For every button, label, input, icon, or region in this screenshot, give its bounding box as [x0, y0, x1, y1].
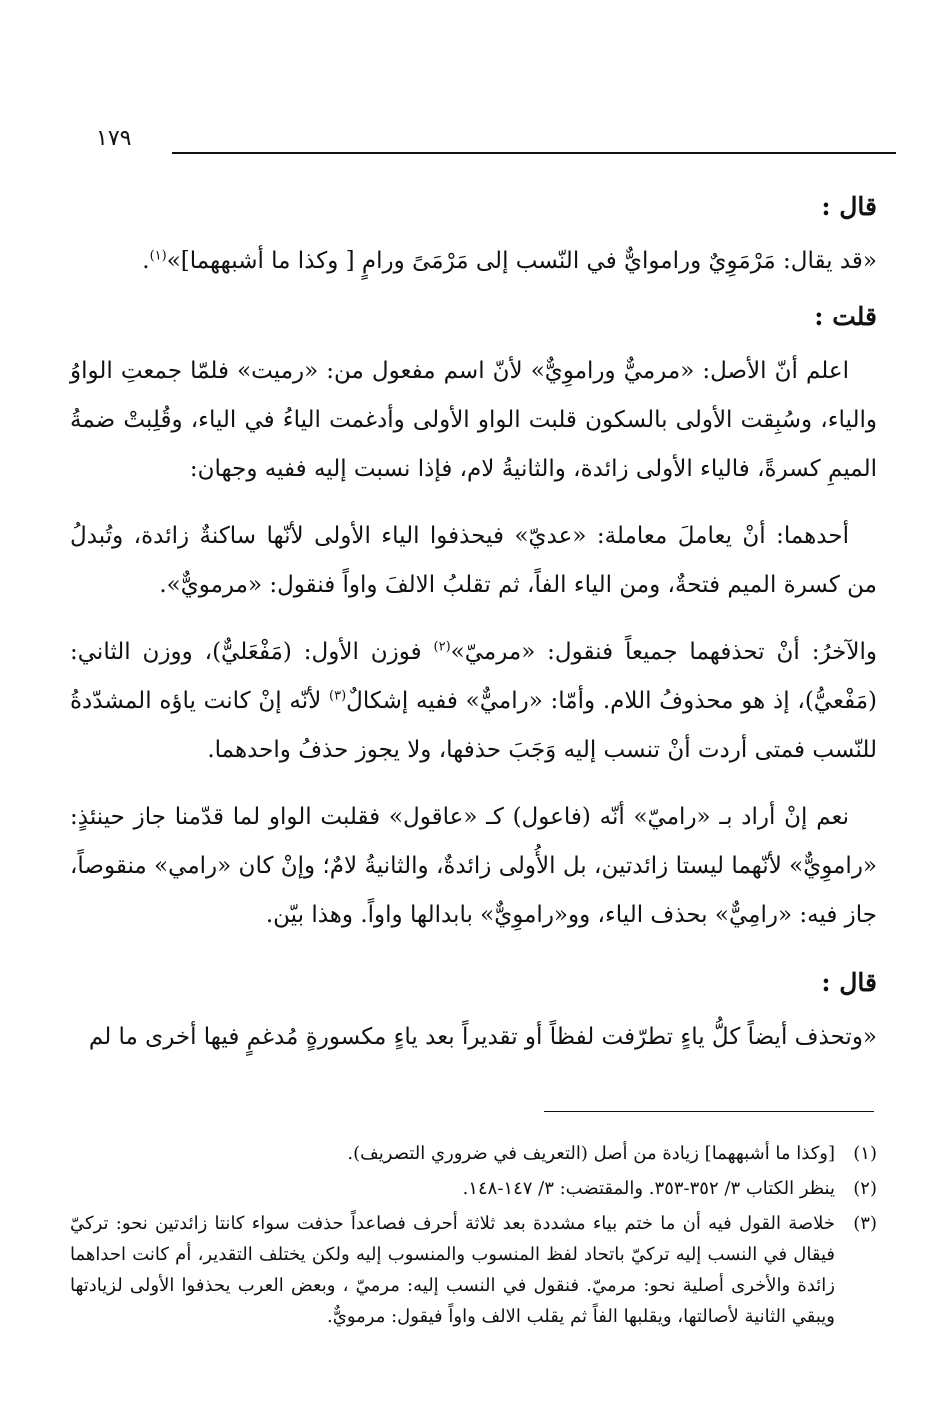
- footnote-2: [70, 1173, 877, 1204]
- footnote-ref-3: (٣): [329, 688, 347, 704]
- section-label-qultu: قلت :: [814, 302, 877, 331]
- paragraph-second-way-part2: فوزن الأول: (مَفْعَليٌّ)، ووزن الثاني: (مَفْعيُّ)، إذ هو محذوفُ اللام. وأمّا: «راميٌّ» ففيه إشكالٌ: [70, 639, 877, 714]
- footnote-ref-2: (٢): [433, 639, 451, 655]
- quoted-rule: [70, 237, 877, 286]
- footnote-1: [70, 1138, 877, 1169]
- footnote-text: [وكذا ما أشبههما] زيادة من أصل (التعريف في ضروري التصريف).: [347, 1143, 835, 1164]
- footnote-3: [70, 1208, 877, 1332]
- footnote-number: (٣): [853, 1213, 877, 1234]
- quoted-rule-end: .: [142, 248, 150, 274]
- quoted-rule-2: «وتحذف أيضاً كلُّ ياءٍ تطرّفت لفظاً أو تقديراً بعد ياءٍ مكسورةٍ مُدغمٍ فيها أخرى ما لم: [88, 1024, 877, 1050]
- quoted-rule-text: «قد يقال: مَرْمَوِيٌ وراموايٌّ في النّسب إلى مَرْمَىً ورامٍ [ وكذا ما أشبههما]»: [166, 248, 877, 274]
- paragraph-second-way: [70, 628, 877, 775]
- paragraph-second-way-part1: والآخرُ: أنْ تحذفهما جميعاً فنقول: «مرميّ»: [450, 639, 877, 665]
- section-label-qal-2: قال :: [821, 968, 877, 997]
- footnote-number: (٢): [853, 1178, 877, 1199]
- section-label-qal: قال :: [821, 192, 877, 221]
- paragraph-second-way-part3: لأنّه إنْ كانت ياؤه المشدّدةُ للنّسب فمتى أردت أنْ تنسب إليه وَجَبَ حذفها، ولا يجوز حذفُ واحدهما.: [70, 688, 877, 763]
- page-number: ١٧٩: [96, 126, 132, 151]
- paragraph-intro: اعلم أنّ الأصل: «مرميٌّ وراموِيٌّ» لأنّ اسم مفعول من: «رميت» فلمّا جمعتِ الواوُ والياء، وسُبِقت الأولى بالسكون قلبت الواو الأولى وأدغمت الياءُ في الياء، وقُلِبتْ ضمةُ الميمِ كسرةً، فالياء الأولى زائدة، والثانيةُ لام، فإذا نسبت إليه ففيه وجهان:: [70, 358, 877, 482]
- footnote-text: خلاصة القول فيه أن ما ختم بياء مشددة بعد ثلاثة أحرف فصاعداً حذفت سواء كانتا زائدتين نحو: تركيّ فيقال في النسب إليه تركيّ باتحاد لفظ المنسوب والمنسوب إليه ولكن يختلف التقدير، أم كانت احداهما زائدة والأخرى أصلية نحو: مرميّ. فنقول في النسب إليه: مرميّ ، وبعض العرب يحذفوا الأولى لزيادتها ويبقي الثانية لأصالتها، ويقلبها الفاً ثم يقلب الالف واواً فيقول: مرمويٌّ.: [70, 1213, 835, 1327]
- paragraph-rami: نعم إنْ أراد بـ «راميّ» أنّه (فاعول) كـ «عاقول» فقلبت الواو لما قدّمنا جاز حينئذٍ: «راموِيٌّ» لأنّهما ليستا زائدتين، بل الأُولى زائدةٌ، والثانيةُ لامٌ؛ وإنْ كان «رامي» منقوصاً، جاز فيه: «رامِيٌّ» بحذف الياء، وو«راموِيٌّ» بابدالها واواً. وهذا بيّن.: [70, 804, 877, 928]
- footnote-rule: [544, 1111, 874, 1112]
- header-rule: [172, 152, 896, 154]
- footnote-number: (١): [853, 1143, 877, 1164]
- footnotes: [70, 1138, 877, 1336]
- paragraph-first-way: أحدهما: أنْ يعاملَ معاملة: «عديّ» فيحذفوا الياء الأولى لأنّها ساكنةٌ زائدة، وتُبدلُ من كسرة الميم فتحةٌ، ومن الياء الفاً، ثم تقلبُ الالفَ واواً فنقول: «مرمويٌّ».: [70, 523, 877, 598]
- footnote-ref-1: (١): [149, 248, 167, 264]
- main-text: [70, 182, 877, 1062]
- footnote-text: ينظر الكتاب ٣/ ٣٥٢-٣٥٣. والمقتضب: ٣/ ١٤٧-١٤٨.: [462, 1178, 835, 1199]
